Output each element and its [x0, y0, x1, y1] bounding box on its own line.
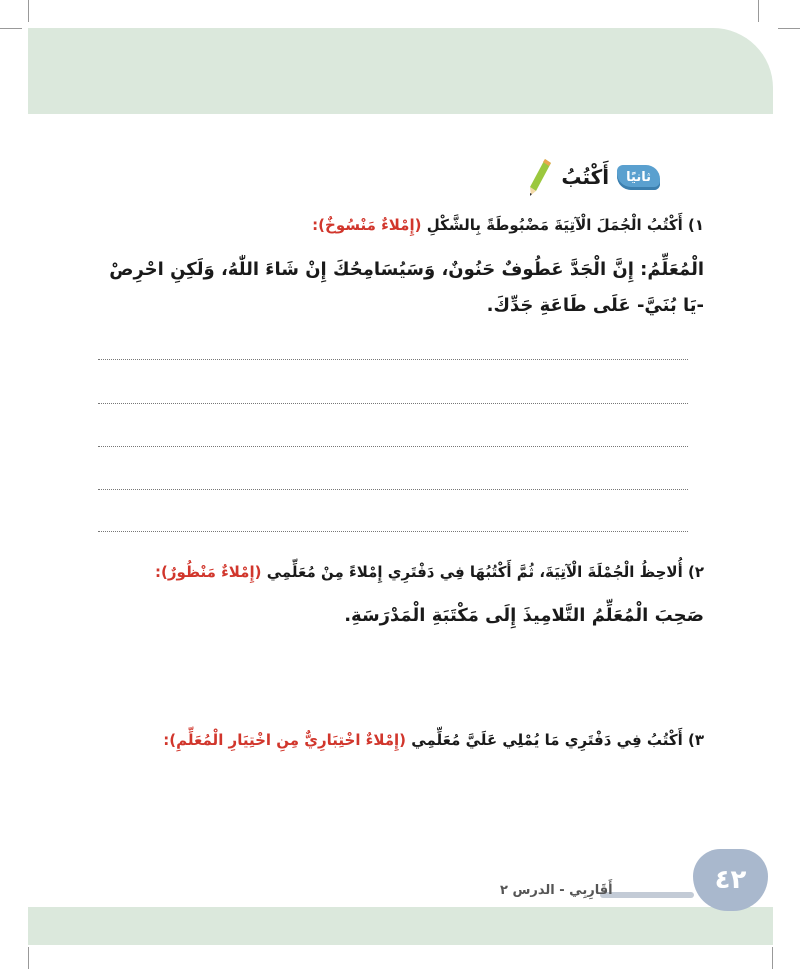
question-text: أَكْتُبُ فِي دَفْتَرِي مَا يُمْلِي عَلَيَّ مُعَلِّمِي	[411, 731, 683, 749]
section-badge: ثانيًا	[617, 165, 660, 190]
crop-mark	[758, 0, 759, 22]
writing-line[interactable]	[98, 446, 688, 447]
question-text: أَكْتُبُ الْجُمَلَ الْآتِيَةَ مَضْبُوطَةً بِالشَّكْلِ	[426, 216, 683, 234]
dictation-sentence	[84, 598, 704, 634]
crop-mark	[0, 28, 22, 29]
writing-line[interactable]	[98, 531, 688, 532]
question-number: ٣)	[687, 731, 704, 749]
crop-mark	[28, 947, 29, 969]
section-heading	[527, 157, 660, 197]
writing-line[interactable]	[98, 403, 688, 404]
question-2	[94, 563, 704, 581]
crop-mark	[778, 28, 800, 29]
passage	[84, 252, 704, 324]
sentence-text: صَحِبَ الْمُعَلِّمُ التَّلامِيذَ إِلَى مَكْتَبَةِ الْمَدْرَسَةِ.	[344, 605, 704, 626]
header-band	[28, 28, 773, 114]
footer-band	[28, 907, 773, 945]
writing-line[interactable]	[98, 359, 688, 360]
page-number: ٤٢	[693, 849, 768, 911]
writing-line[interactable]	[98, 489, 688, 490]
passage-line: -يَا بُنَيَّ- عَلَى طَاعَةِ جَدِّكَ.	[486, 295, 704, 316]
question-number: ١)	[687, 216, 704, 234]
question-3	[94, 731, 704, 749]
dictation-type-label: (إِمْلاءٌ اخْتِبَارِيٌّ مِنِ اخْتِيَارِ الْمُعَلِّمِ):	[163, 731, 407, 749]
footer-lesson-label: أَقَارِبِي - الدرس ٢	[500, 883, 613, 898]
dictation-type-label: (إِمْلاءٌ مَنْسُوخٌ):	[312, 216, 422, 234]
question-number: ٢)	[687, 563, 704, 581]
crop-mark	[772, 947, 773, 969]
question-1	[94, 216, 704, 234]
question-text: أُلاحِظُ الْجُمْلَةَ الْآتِيَةَ، ثُمَّ أَكْتُبُهَا فِي دَفْتَرِي إِمْلاءً مِنْ مُعَلِّمِي	[266, 563, 683, 581]
section-title: أَكْتُبُ	[561, 165, 610, 189]
crop-mark	[28, 0, 29, 22]
dictation-type-label: (إِمْلاءٌ مَنْظُورٌ):	[154, 563, 262, 581]
passage-line: الْمُعَلِّمُ: إِنَّ الْجَدَّ عَطُوفٌ حَنُونٌ، وَسَيُسَامِحُكَ إِنْ شَاءَ اللّٰهُ، وَلَكِنِ احْرِصْ	[109, 259, 704, 280]
footer-decoration	[600, 892, 694, 898]
pencil-icon	[527, 157, 553, 197]
